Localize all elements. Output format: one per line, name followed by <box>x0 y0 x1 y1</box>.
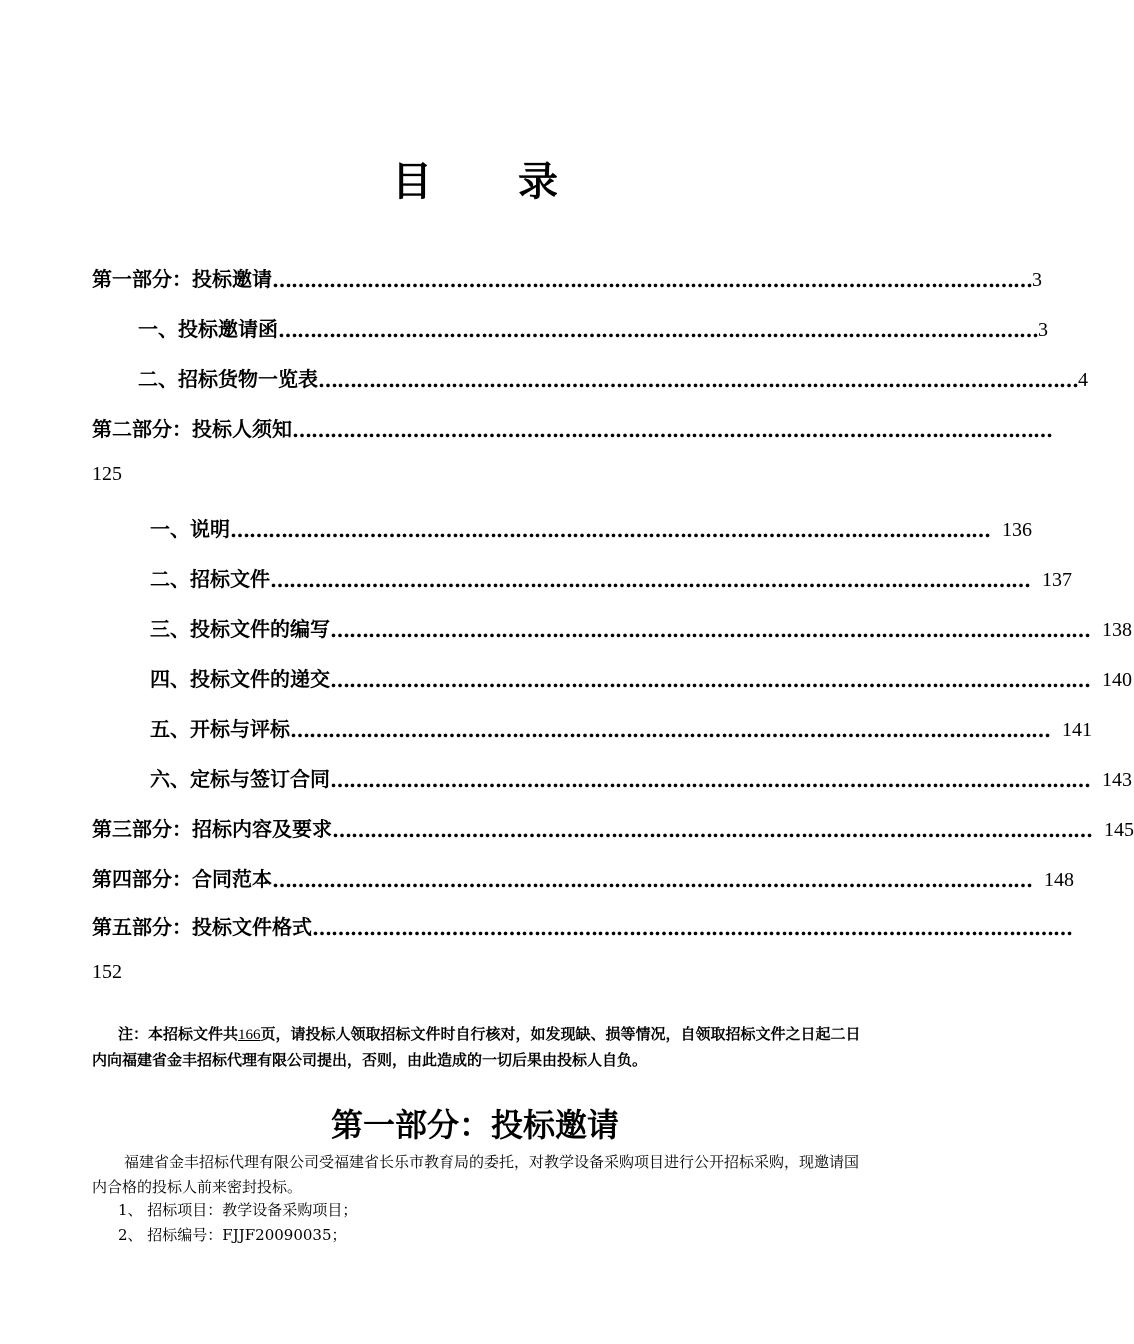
toc-entry-text: 开标与评标 <box>190 717 290 741</box>
toc-entry-number: 一、 <box>138 317 178 341</box>
toc-entry-page: 125 <box>92 463 122 485</box>
toc-entry-invitation-letter[interactable] <box>138 308 1048 342</box>
toc-entry-part2[interactable] <box>92 408 1052 442</box>
toc-leader-dots: ………………………………………………………………………………………………………… <box>330 668 1090 692</box>
toc-entry-number: 一、 <box>150 517 190 541</box>
note-suffix: 页，请投标人领取招标文件时自行核对，如发现缺、损等情况，自领取招标文件之日起二日内向福建省金丰招标代理有限公司提出，否则，由此造成的一切后果由投标人自负。 <box>92 1025 861 1069</box>
section-item: 1、 招标项目：教学设备采购项目； <box>118 1201 358 1219</box>
section-heading: 第一部分：投标邀请 <box>330 1106 619 1144</box>
toc-entry-opening-evaluation[interactable] <box>150 708 1092 742</box>
toc-entry-page: 143 <box>1102 769 1132 791</box>
toc-entry-part5[interactable] <box>92 906 1072 940</box>
toc-entry-text: 招标文件 <box>190 567 270 591</box>
toc-entry-bid-submission[interactable] <box>150 658 1132 692</box>
note-page-count: 166 <box>238 1027 261 1043</box>
toc-entry-page: 3 <box>1038 319 1048 341</box>
tender-note <box>92 1022 862 1073</box>
toc-entry-text: 定标与签订合同 <box>190 767 330 791</box>
toc-entry-part4[interactable] <box>92 858 1074 892</box>
section-intro: 福建省金丰招标代理有限公司受福建省长乐市教育局的委托，对教学设备采购项目进行公开招标采购，现邀请国内合格的投标人前来密封投标。 <box>92 1153 860 1196</box>
toc-entry-text: 投标邀请函 <box>178 317 278 341</box>
toc-entry-page: 152 <box>92 961 122 983</box>
toc-entry-part3[interactable] <box>92 808 1134 842</box>
toc-entry-text: 招标货物一览表 <box>178 367 318 391</box>
note-prefix: 注：本招标文件共 <box>118 1025 239 1043</box>
toc-entry-text: 第二部分：投标人须知 <box>92 417 292 441</box>
toc-entry-page: 3 <box>1032 269 1042 291</box>
toc-entry-page: 141 <box>1062 719 1092 741</box>
toc-entry-text: 投标文件的编写 <box>190 617 330 641</box>
toc-leader-dots: ………………………………………………………………………………………………………… <box>272 868 1032 892</box>
toc-entry-text: 第三部分：招标内容及要求 <box>92 817 332 841</box>
toc-entry-bid-writing[interactable] <box>150 608 1132 642</box>
toc-entry-text: 投标文件的递交 <box>190 667 330 691</box>
toc-leader-dots: ………………………………………………………………………………………………………… <box>292 418 1052 442</box>
toc-entry-number: 六、 <box>150 767 190 791</box>
toc-entry-page: 136 <box>1002 519 1032 541</box>
toc-entry-page: 145 <box>1104 819 1134 841</box>
toc-entry-award-contract[interactable] <box>150 758 1132 792</box>
toc-leader-dots: ………………………………………………………………………………………………………… <box>312 916 1072 940</box>
toc-entry-page: 148 <box>1044 869 1074 891</box>
toc-entry-page: 138 <box>1102 619 1132 641</box>
toc-entry-number: 四、 <box>150 667 190 691</box>
toc-leader-dots: ………………………………………………………………………………………………………… <box>290 718 1050 742</box>
toc-title: 目 录 <box>392 158 594 205</box>
toc-entry-number: 二、 <box>150 567 190 591</box>
section-item: 2、 招标编号：FJJF20090035； <box>118 1226 347 1244</box>
toc-entry-page: 137 <box>1042 569 1072 591</box>
toc-leader-dots: ………………………………………………………………………………………………………… <box>332 818 1092 842</box>
toc-entry-number: 三、 <box>150 617 190 641</box>
toc-leader-dots: ………………………………………………………………………………………………………… <box>272 268 1032 292</box>
toc-leader-dots: ………………………………………………………………………………………………………… <box>318 368 1078 392</box>
toc-leader-dots: ………………………………………………………………………………………………………… <box>330 768 1090 792</box>
toc-entry-description[interactable] <box>150 508 1032 542</box>
toc-leader-dots: ………………………………………………………………………………………………………… <box>278 318 1038 342</box>
toc-entry-text: 第五部分：投标文件格式 <box>92 915 312 939</box>
toc-entry-number: 二、 <box>138 367 178 391</box>
toc-leader-dots: ………………………………………………………………………………………………………… <box>330 618 1090 642</box>
toc-entry-goods-list[interactable] <box>138 358 1088 392</box>
toc-entry-text: 第四部分：合同范本 <box>92 867 272 891</box>
toc-entry-text: 第一部分：投标邀请 <box>92 267 272 291</box>
toc-entry-number: 五、 <box>150 717 190 741</box>
toc-entry-tender-doc[interactable] <box>150 558 1072 592</box>
toc-entry-part1[interactable] <box>92 258 1042 292</box>
toc-leader-dots: ………………………………………………………………………………………………………… <box>270 568 1030 592</box>
toc-entry-page: 140 <box>1102 669 1132 691</box>
toc-leader-dots: ………………………………………………………………………………………………………… <box>230 518 990 542</box>
toc-entry-page: 4 <box>1078 369 1088 391</box>
toc-entry-text: 说明 <box>190 517 230 541</box>
